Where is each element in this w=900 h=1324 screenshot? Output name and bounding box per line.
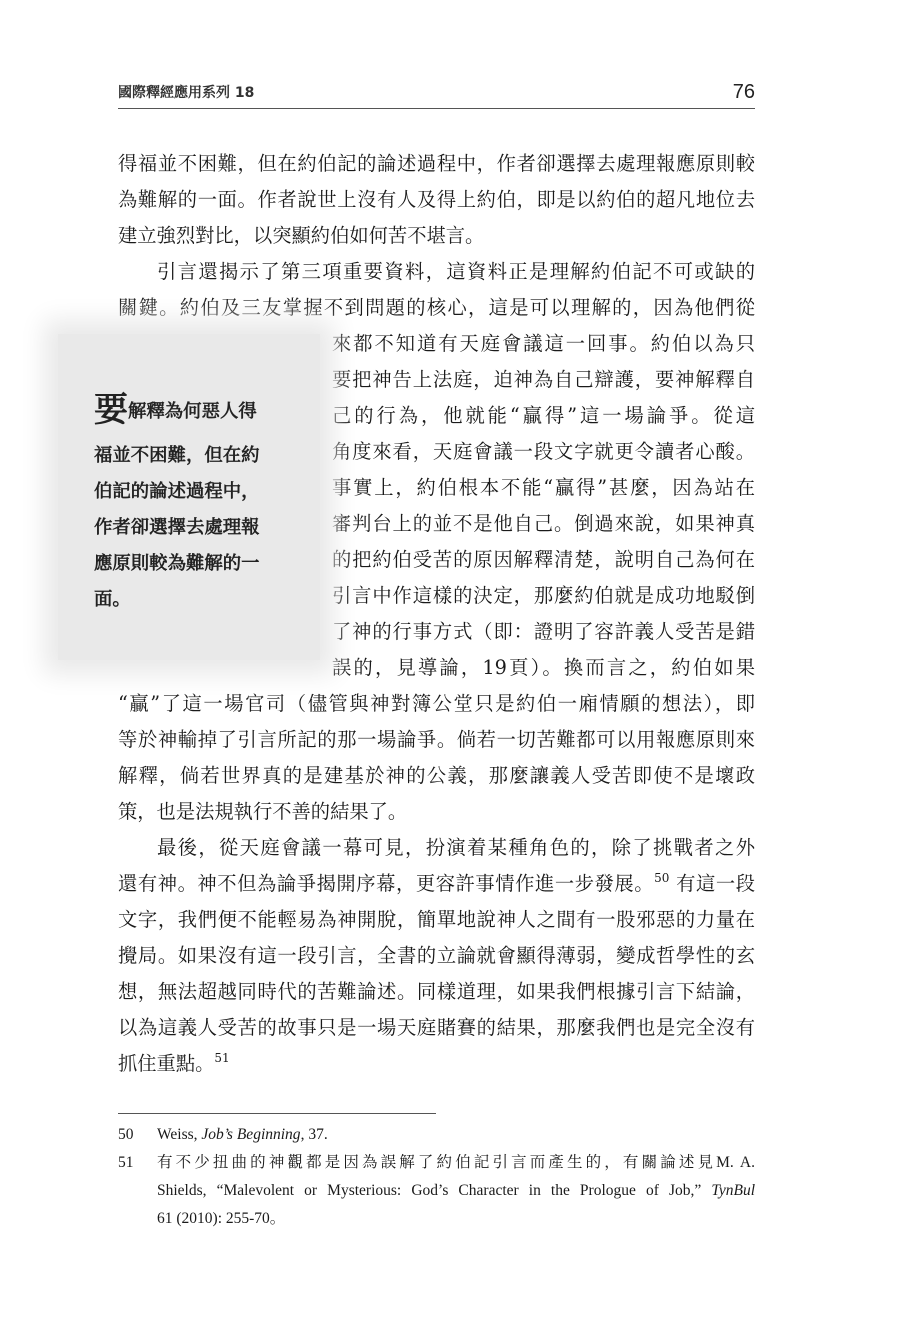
body-line: 攪局。如果沒有這一段引言，全書的立論就會顯得薄弱，變成哲學性的玄 [118,944,755,967]
pull-quote-text: 解釋為何惡人得 [128,401,257,422]
pull-quote [58,334,320,660]
body-line: 己的行為，他就能“贏得”這一場論爭。從這 [332,404,755,427]
footnote-author: Weiss, [157,1126,202,1143]
body-line: 角度來看，天庭會議一段文字就更令讀者心酸。 [332,440,755,463]
body-line: 解釋，倘若世界真的是建基於神的公義，那麼讓義人受苦即使不是壞政 [118,764,755,787]
body-line: 得福並不困難，但在約伯記的論述過程中，作者卻選擇去處理報應原則較 [118,152,755,175]
pull-quote-line: 面。 [94,589,131,610]
body-line: 的把約伯受苦的原因解釋清楚，說明自己為何在 [332,548,755,571]
page-number: 76 [732,81,755,103]
body-line [118,1046,755,1082]
pull-quote-first-line [94,390,257,430]
footnote-51 [118,1149,755,1177]
body-line: 文字，我們便不能輕易為神開脫，簡單地說神人之間有一股邪惡的力量在 [118,908,755,931]
footnote-text [157,1121,755,1149]
footnote-50 [118,1121,755,1149]
footnote-citation: Shields, “Malevolent or Mysterious: God’s Character in the Prologue of Job,” [157,1182,712,1199]
footnote-ref-50[interactable]: 50 [654,871,670,885]
body-line: 誤的，見導論，19頁）。換而言之，約伯如果 [332,656,755,679]
body-line: 策，也是法規執行不善的結果了。 [118,800,408,823]
footnote-text: 有不少扭曲的神觀都是因為誤解了約伯記引言而產生的，有關論述見M. A. [157,1154,755,1171]
body-line: 最後，從天庭會議一幕可見，扮演着某種角色的，除了挑戰者之外 [157,836,755,859]
footnote-number: 50 [118,1126,134,1143]
footnote-page: , 37. [300,1126,328,1143]
drop-cap: 要 [94,390,128,430]
footnote-divider [118,1113,436,1114]
body-line: 為難解的一面。作者說世上沒有人及得上約伯，即是以約伯的超凡地位去 [118,188,755,211]
footnote-number: 51 [118,1154,134,1171]
body-line: 要把神告上法庭，迫神為自己辯護，要神解釋自 [332,368,755,391]
running-header [118,80,755,109]
body-line [118,866,755,902]
footnote-text: 61 (2010): 255-70。 [157,1210,286,1227]
body-line: 建立強烈對比，以突顯約伯如何苦不堪言。 [118,224,485,247]
footnote-51-cont [118,1177,755,1205]
pull-quote-line: 福並不困難，但在約 [94,445,260,466]
footnote-51-cont [118,1205,755,1233]
footnote-book-title: Job’s Beginning [201,1126,301,1143]
body-line: 事實上，約伯根本不能“贏得”甚麼，因為站在 [332,476,755,499]
footnote-journal: TynBul [711,1182,755,1199]
body-line: 引言還揭示了第三項重要資料，這資料正是理解約伯記不可或缺的 [157,260,755,283]
body-line: 關鍵。約伯及三友掌握不到問題的核心，這是可以理解的，因為他們從 [118,296,755,319]
body-line: 等於神輸掉了引言所記的那一場論爭。倘若一切苦難都可以用報應原則來 [118,728,755,751]
body-line: 來都不知道有天庭會議這一回事。約伯以為只 [332,332,755,355]
body-text-span: 還有神。神不但為論爭揭開序幕，更容許事情作進一步發展。 [118,872,655,895]
footnote-ref-51[interactable]: 51 [214,1051,230,1065]
body-line: 審判台上的並不是他自己。倒過來說，如果神真 [332,512,755,535]
footnote-text [157,1177,755,1205]
body-line: 想，無法超越同時代的苦難論述。同樣道理，如果我們根據引言下結論， [118,980,755,1003]
body-line: “贏”了這一場官司（儘管與神對簿公堂只是約伯一廂情願的想法），即 [118,692,755,715]
body-text-span: 有這一段 [676,872,755,895]
pull-quote-line: 伯記的論述過程中， [94,481,260,502]
body-text-span: 抓住重點。 [118,1052,215,1075]
body-line: 以為這義人受苦的故事只是一場天庭賭賽的結果，那麼我們也是完全沒有 [118,1016,755,1039]
body-line: 了神的行事方式（即：證明了容許義人受苦是錯 [332,620,755,643]
body-line: 引言中作這樣的決定，那麼約伯就是成功地駁倒 [332,584,755,607]
pull-quote-line: 應原則較為難解的一 [94,553,260,574]
series-title: 國際釋經應用系列 18 [118,85,255,101]
pull-quote-line: 作者卻選擇去處理報 [94,517,260,538]
